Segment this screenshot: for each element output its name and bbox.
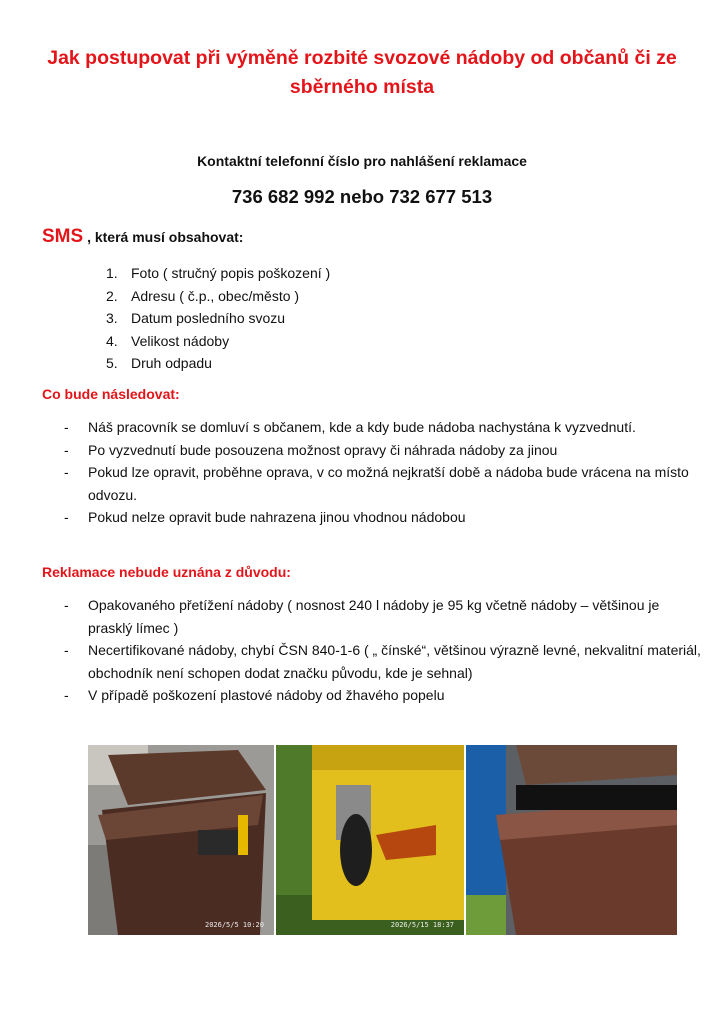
dash-marker: -	[64, 687, 69, 703]
item-text: Adresu ( č.p., obec/město )	[131, 287, 300, 304]
list-item	[106, 262, 330, 285]
list-item	[64, 639, 704, 684]
next-steps-heading: Co bude následovat:	[42, 386, 180, 402]
item-text: Náš pracovník se domluví s občanem, kde a kdy bude nádoba nachystána k vyzvednutí.	[88, 419, 636, 435]
item-number: 4.	[106, 332, 118, 349]
list-item	[64, 506, 704, 529]
list-item	[106, 352, 330, 375]
sms-word: SMS	[42, 226, 84, 247]
item-text: Opakovaného přetížení nádoby ( nosnost 240 l nádoby je 95 kg včetně nádoby – většinou je prasklý límec )	[88, 597, 660, 636]
item-text: Necertifikované nádoby, chybí ČSN 840-1-6 ( „ čínské“, většinou výrazně levné, nekvalitní materiál, obchodník není schopen dodat značku původu, kde je sehnal)	[88, 642, 701, 681]
sms-rest: , která musí obsahovat:	[83, 229, 244, 245]
yellow-bin-illustration	[276, 745, 464, 935]
list-item	[106, 330, 330, 353]
list-item	[64, 416, 704, 439]
page-title: Jak postupovat při výměně rozbité svozové nádoby od občanů či ze sběrného místa	[47, 47, 677, 98]
item-text: Foto ( stručný popis poškození )	[131, 265, 331, 281]
rejection-list	[64, 594, 704, 707]
rejection-heading: Reklamace nebude uznána z důvodu:	[42, 564, 291, 580]
phone-numbers: 736 682 992 nebo 732 677 513	[231, 186, 493, 207]
list-item	[64, 594, 704, 639]
photo-cracked-rim-bin	[466, 745, 677, 935]
list-item	[106, 307, 330, 330]
next-steps-list	[64, 416, 704, 529]
item-text: V případě poškození plastové nádoby od žhavého popelu	[88, 687, 445, 703]
dash-marker: -	[64, 597, 69, 613]
item-number: 1.	[106, 265, 118, 281]
item-text: Datum posledního svozu	[131, 310, 286, 326]
list-item	[64, 439, 704, 462]
item-text: Po vyzvednutí bude posouzena možnost opravy či náhrada nádoby za jinou	[88, 441, 558, 458]
contact-label: Kontaktní telefonní číslo pro nahlášení reklamace	[197, 153, 527, 169]
item-number: 2.	[106, 287, 118, 304]
item-text: Pokud nelze opravit bude nahrazena jinou vhodnou nádobou	[88, 509, 466, 525]
item-text: Druh odpadu	[131, 355, 212, 371]
item-number: 3.	[106, 310, 118, 326]
photo-timestamp: 2026/5/15 18:37	[390, 921, 454, 929]
dash-marker: -	[64, 464, 69, 480]
list-item	[106, 285, 330, 308]
photo-broken-yellow-bin-wheel	[276, 745, 464, 935]
dash-marker: -	[64, 642, 69, 658]
item-text: Velikost nádoby	[131, 332, 230, 349]
brown-bin-illustration	[88, 745, 274, 935]
dash-marker: -	[64, 509, 69, 525]
list-item	[64, 461, 704, 506]
dash-marker: -	[64, 419, 69, 435]
sms-requirements-list	[106, 262, 330, 375]
item-number: 5.	[106, 355, 118, 371]
list-item	[64, 684, 704, 707]
photo-timestamp: 2026/5/5 10:20	[204, 921, 264, 929]
item-text: Pokud lze opravit, proběhne oprava, v co možná nejkratší době a nádoba bude vrácena na místo odvozu.	[88, 464, 689, 503]
photo-broken-brown-bin	[88, 745, 274, 935]
cracked-rim-illustration	[466, 745, 677, 935]
sms-heading	[42, 226, 243, 248]
dash-marker: -	[64, 441, 69, 458]
